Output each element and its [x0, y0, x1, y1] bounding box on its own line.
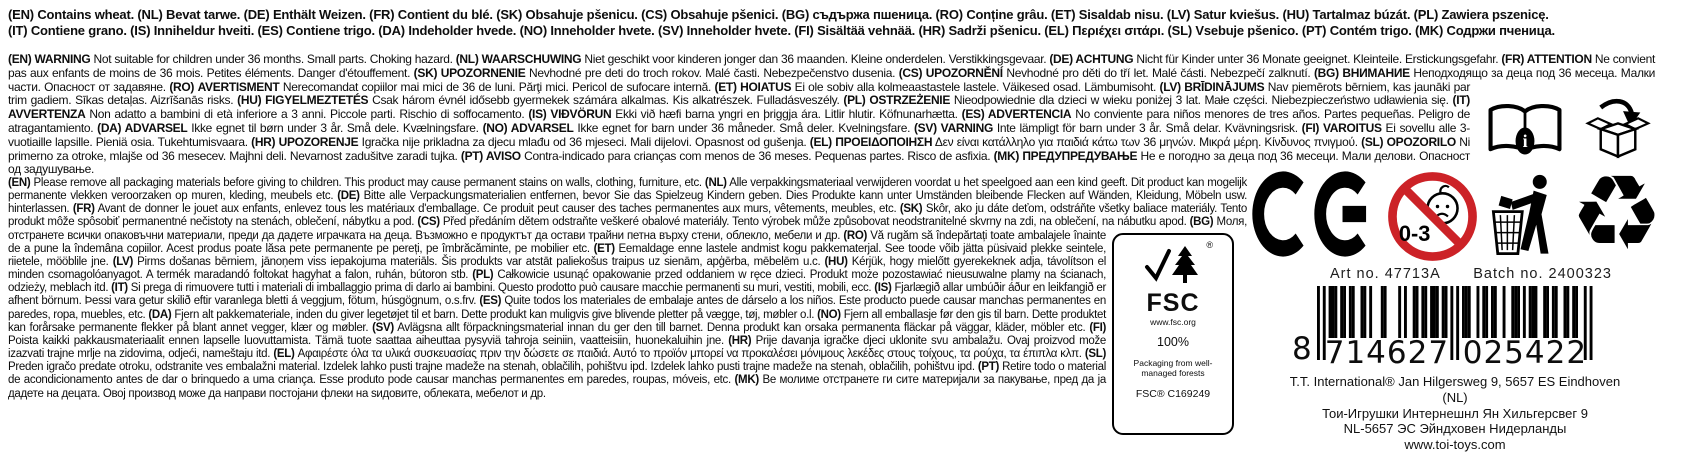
address-line-2: Тои-Игрушки Интернешнл Ян Хильгерсвег 9	[1322, 405, 1588, 421]
svg-text:i: i	[1522, 130, 1528, 151]
address-line-3: NL-5657 ЭС Эйндховен Нидерланды	[1343, 421, 1567, 437]
warning-float-spacer	[1655, 53, 1656, 93]
product-numbers	[1330, 266, 1612, 282]
allergen-block	[8, 7, 1698, 38]
barcode-group-2: 025422	[1462, 335, 1588, 371]
fsc-brand: FSC	[1146, 289, 1200, 317]
age-warning-0-3-icon	[1387, 171, 1478, 262]
address-line-1: T.T. International® Jan Hilgersweg 9, 5657 ES Eindhoven (NL)	[1289, 374, 1621, 405]
recycle-icon: ♻	[1570, 152, 1664, 274]
address-website: www.toi-toys.com	[1404, 437, 1506, 453]
age-warning-label: 0-3	[1398, 221, 1431, 247]
allergen-line-2: (IT) Contiene grano. (IS) Inniheldur hveiti. (ES) Contiene trigo. (DA) Indeholder hvede. (NO) Inneholder hvete. (SV) Inneholder hvete. (FI) Sisältää vehnää. (HR) Sadrži pšenicu. (EL) Περιέχει σιτάρι. (SL) Vsebuje pšenico. (PT) Contém trigo. (MK) Содржи пченица.	[8, 22, 1555, 38]
batch-number: Batch no. 2400323	[1473, 266, 1612, 282]
barcode-lead-digit: 8	[1292, 331, 1312, 367]
allergen-line-1: (EN) Contains wheat. (NL) Bevat tarwe. (DE) Enthält Weizen. (FR) Contient du blé. (SK) Obsahuje pšenicu. (CS) Obsahuje pšenici. (BG) съдържа пшеница. (RO) Conține grâu. (ET) Sisaldab nisu. (LV) Satur kviešus. (HU) Tartalmaz búzát. (PL) Zawiera pszenicę.	[8, 7, 1549, 22]
ce-mark-icon	[1252, 171, 1376, 257]
barcode-group-1: 714627	[1324, 335, 1450, 371]
fsc-certification-box	[1112, 233, 1234, 435]
read-instructions-book-icon	[1484, 101, 1566, 163]
barcode-bars-wrap	[1317, 286, 1595, 374]
fsc-description: Packaging from well-managed forests	[1133, 358, 1213, 378]
manufacturer-address	[1283, 374, 1627, 453]
fsc-url: www.fsc.org	[1150, 317, 1196, 327]
barcode	[1292, 286, 1595, 374]
packaging-warning-block: (EN) Please remove all packaging materials before giving to children. This product may cause permanent stains on walls, clothing, furniture, etc. (NL) Alle verpakkingsmateriaal verwijderen voordat u het speelgoed aan een kind geeft. Dit product kan mogelijk permanente vlekken veroorzaken op muren, kleding, meubels etc. (DE) Bitte alle Verpackungsmaterialien entfernen, bevor Sie das Spielzeug Kindern geben. Dies Produkte kann unter Umständen bleibende Flecken auf Wänden, Kleidung, Möbeln usw. hinterlassen. (FR) Avant de donner le jouet aux enfants, enlevez tous les matériaux d'emballage. Ce produit peut causer des taches permanentes aux murs, vêtements, meubles, etc. (SK) Skôr, ako ju dáte deťom, odstráňte všetky baliace materiály. Tento produkt môže spôsobiť permanentné nečistoty na stenách, oblečení, nábytku a pod. (CS) Před předáním dětem odstraňte veškeré obalové materiály. Tento výrobek může způsobovat neodstranitelné skvrny na zdi, na oblečení, na nábutku apod. (BG) Моля, отстранете всички опаковъчни материали, преди да дадете играчката на деца. Възможно е продуктът да остави трайни петна върху стени, облекло, мебели и др. (RO) Vă rugăm să îndepărtați toate ambalajele înainte de a pune la îndemâna copiilor. Acest produs poate lăsa pete permanente pe pereți, pe îmbrăcăminte, pe mobilier etc. (ET) Eemaldage enne lastele andmist kogu pakkematerjal. See toode võib jätta püsivaid plekke seintele, riietele, mööblile jne. (LV) Pirms došanas bērniem, jānoņem viss iepakojuma materiāls. Šis produkts var atstāt paliekošus traipus uz sienām, apģērba, mēbelēm u.c. (HU) Kérjük, hogy mielőtt gyerekeknek adja, távolítson el minden csomagolóanyagot. A termék maradandó foltokat hagyhat a falon, ruhán, bútoron stb. (PL) Całkowicie usunąć opakowanie przed oddaniem w ręce dzieci. Produkt może pozostawiać nieusuwalne plamy na ścianach, odzieży, meblach itd. (IT) Si prega di rimuovere tutti i materiali di imballaggio prima di darlo ai bambini. Questo prodotto può causare macchie permanenti su muri, vestiti, mobili, ecc. (IS) Fjarlægið allar umbúðir áður en leikfangið er afhent börnum. Þessi vara getur skilið eftir varanlega bletti á veggjum, fötum, húsgögnum, o.s.frv. (ES) Quite todos los materiales de embalaje antes de dárselo a los niños. Este producto puede causar manchas permanentes en paredes, ropa, muebles, etc. (DA) Fjern alt pakkemateriale, inden du giver legetøjet til et barn. Dette produkt kan muligvis give blivende pletter på vægge, tøj, møbler o.l. (NO) Fjern all emballasje før den gis til barn. Dette produktet kan forårsake permanente flekker på blant annet vegger, klær og møbler. (SV) Avlägsna allt förpackningsmaterial innan du ger den till barnet. Denna produkt kan orsaka permanenta fläckar på väggar, kläder, möbler etc. (FI) Poista kaikki pakkausmateriaalit ennen lapselle luovuttamista. Tämä tuote saattaa aiheuttaa pysyviä tahroja seiniin, vaatteisiin, huonekaluihin jne. (HR) Prije davanja igračke djeci uklonite svu ambalažu. Ovaj proizvod može izazvati trajne mrlje na zidovima, odjeći, nameštaju itd. (EL) Αφαιρέστε όλα τα υλικά συσκευασίας πριν την δώσετε σε παιδιά. Αυτό το προϊόν μπορεί να προκαλέσει μόνιμους λεκέδες στους τοίχους, τα ρούχα, τα έπιπλα κλπ. (SL) Preden igračo predate otroku, odstranite ves embalažni material. Izdelek lahko pusti trajne madeže na stenah, oblačilih, pohištvu ipd. Izdelek lahko pusti trajne madeže na stenah, oblačilih, pohištvu ipd. (PT) Retire todo o material de acondicionamento antes de dar o brinquedo a uma criança. Esse produto pode causar manchas permanentes em paredes, roupas, móveis, etc. (MK) Ве молиме отстранете ги сите материјали за пакување, пред да ја дадете на децата. Овој производ може да направи постојани флеки на ѕидовите, облеката, мебелот и др.	[8, 177, 1248, 403]
packaging-float-spacer-1	[1247, 177, 1248, 231]
tidy-man-icon	[1489, 171, 1559, 261]
fsc-logo-icon	[1141, 240, 1213, 289]
warning-block: i (EN) WARNING Not suitable for children under 36 months. Small parts. Choking hazard. (NL) WAARSCHUWING Niet geschikt voor kinderen jonger dan 36 maanden. Kleine onderdelen. Verstikkingsgevaar. (DE) ACHTUNG Nicht für Kinder unter 36 Monate geeignet. Kleinteile. Erstickungsgefahr. (FR) ATTENTION Ne convient pas aux enfants de moins de 36 mois. Petites éléments. Danger d'étouffement. (SK) UPOZORNENIE Nevhodné pre deti do troch rokov. Malé časti. Nebezpečenstvo dusenia. (CS) UPOZORNĚNÍ Nevhodné pro děti do tří let. Malé části. Nebezpečí zalknutí. (BG) ВНИМАНИЕ Неподходящо за деца под 36 месеца. Малки части. Опасност от задавяне. (RO) AVERTISMENT Nerecomandat copiilor mai mici de 36 de luni. Părţi mici. Pericol de sufocare internă. (ET) HOIATUS Ei ole sobiv alla kolmeaastastele lastele. Väikesed osad. Lämbumisoht. (LV) BRĪDINĀJUMS Nav piemērots bērniem, kas jaunāki par trim gadiem. Sīkas detaļas. Aizrīšanās risks. (HU) FIGYELMEZTETÉS Csak három évnél idősebb gyermekek számára alkalmas. Kis alkatrészek. Fulladásveszély. (PL) OSTRZEŻENIE Nieodpowiednie dla dzieci w wieku poniżej 3 lat. Małe części. Niebezpieczeństwo udławienia się. (IT) AVVERTENZA Non adatto a bambini di età inferiore a 3 anni. Piccole parti. Rischio di soffocamento. (IS) VIÐVÖRUN Ekki við hæfi barna yngri en þriggja ára. Litlir hlutir. Köfnunarhætta. (ES) ADVERTENCIA No conviente para niños menores de tres años. Partes pequeñas. Peligro de atragantamiento. (DA) ADVARSEL Ikke egnet til børn under 3 år. Små dele. Kvælningsfare. (NO) ADVARSEL Ikke egnet for barn under 36 måneder. Små deler. Kvelningsfare. (SV) VARNING Inte lämpligt för barn under 3 år. Små delar. Kvävningsrisk. (FI) VAROITUS Ei sovellu alle 3-vuotiaille lapsille. Pieniä osia. Tukehtumisvaara. (HR) UPOZORENJE Igračka nije prikladna za djecu mlađu od 36 mjeseci. Mali dijelovi. Opasnost od gušenja. (EL) ΠΡΟΕΙΔΟΠΟΙΗΣΗ Δεν είναι κατάλληλο για παιδιά κάτω των 36 μηνών. Μικρά μέρη. Κίνδυνος πνιγμού. (SL) OPOZORILO Ni primerno za otroke, mlajše od 36 mesecev. Majhni deli. Nevarnost zadušitve zaradi tujka. (PT) AVISO Contra-indicado para crianças com menos de 36 meses. Pequenas partes. Risco de asfixia. (MK) ПРЕДУПРЕДУВАЊЕ Не е погодно за деца под 36 месеци. Мали делови. Опасност од задушување.	[8, 52, 1655, 177]
fsc-registered-mark: ®	[1206, 240, 1213, 250]
fsc-percent: 100%	[1157, 335, 1189, 349]
article-number: Art no. 47713A	[1330, 266, 1441, 282]
fsc-license-code: FSC® C169249	[1135, 388, 1211, 400]
